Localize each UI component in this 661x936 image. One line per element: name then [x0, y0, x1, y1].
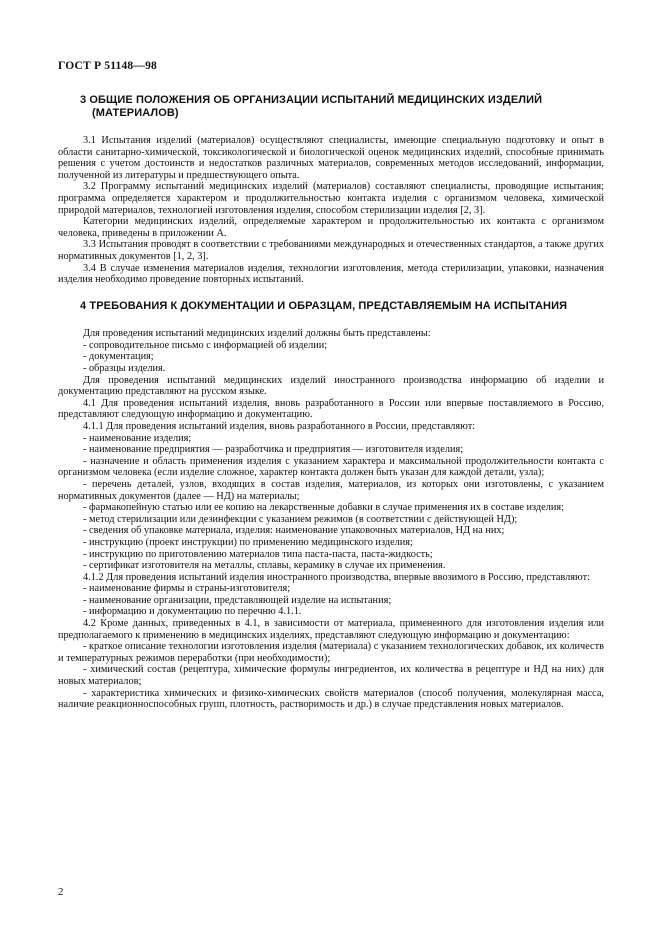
- paragraph-4-foreign: Для проведения испытаний медицинских изделий иностранного производства информацию об изделии и документацию представляют на русском языке.: [58, 374, 604, 398]
- section-3-heading: 3 ОБЩИЕ ПОЛОЖЕНИЯ ОБ ОРГАНИЗАЦИИ ИСПЫТАНИЙ МЕДИЦИНСКИХ ИЗДЕЛИЙ (МАТЕРИАЛОВ): [80, 94, 543, 119]
- list-item: - сведения об упаковке материала, изделия: наименование упаковочных материалов, НД на них;: [83, 525, 505, 537]
- list-item: - наименование изделия;: [83, 432, 192, 444]
- paragraph-4-1-2: 4.1.2 Для проведения испытаний изделия иностранного производства, впервые ввозимого в Россию, представляют:: [83, 571, 590, 583]
- list-item: - химический состав (рецептура, химические формулы ингредиентов, их количества в рецептуре и НД на них) для новых материалов;: [58, 664, 604, 688]
- paragraph-4-2: 4.2 Кроме данных, приведенных в 4.1, в зависимости от материала, примененного для изготовления изделия или предполагаемого к применению в медицинских изделиях, представляют следующую информацию и документацию:: [58, 618, 604, 641]
- list-item: - наименование предприятия — разработчика и предприятия — изготовителя изделия;: [83, 444, 464, 456]
- list-item: - метод стерилизации или дезинфекции с указанием режимов (в соответствии с действующей НД);: [83, 513, 518, 525]
- list-item: - сопроводительное письмо с информацией об изделии;: [83, 339, 328, 351]
- list-item: - характеристика химических и физико-химических свойств материалов (способ получения, молекулярная масса, наличие реакционноспособных групп, плотность, растворимость и др.) в случае представления новых материалов.: [58, 687, 604, 711]
- list-item: - образцы изделия.: [83, 363, 166, 374]
- paragraph-3-1: 3.1 Испытания изделий (материалов) осуществляют специалисты, имеющие специальную подготовку и опыт в области санитарно-химической, токсикологической и биологической оценок медицинских изделий, способные принимать решения с учетом достоинств и недостатков различных материалов, современных методов исследований, информации, полученной из литературы и предшествующего опыта.: [58, 135, 604, 181]
- list-item: - инструкцию по приготовлению материалов типа паста-паста, паста-жидкость;: [83, 548, 433, 560]
- list-item: - перечень деталей, узлов, входящих в состав изделия, материалов, из которых они изготовлены, с указанием нормативных документов (далее — НД) на материалы;: [58, 478, 604, 502]
- paragraph-3-2: 3.2 Программу испытаний медицинских изделий (материалов) составляют специалисты, проводящие испытания; программа определяется характером и продолжительностью контакта изделия с организмом человека, химической природой материалов, технологией изготовления изделия, способом стерилизации изделия [2, 3].: [58, 181, 604, 216]
- document-page: [58, 60, 604, 711]
- page-number: 2: [58, 886, 64, 898]
- paragraph-3-3: 3.3 Испытания проводят в соответствии с требованиями международных и отечественных стандартов, а также других нормативных документов [1, 2, 3].: [58, 239, 604, 262]
- list-item: - информацию и документацию по перечню 4.1.1.: [83, 606, 302, 618]
- list-item: - фармакопейную статью или ее копию на лекарственные добавки в случае применения их в составе изделия;: [83, 502, 564, 514]
- paragraph-4-1-1: 4.1.1 Для проведения испытаний изделия, вновь разработанного в России, представляют:: [83, 420, 476, 432]
- paragraph-3-4: 3.4 В случае изменения материалов изделия, технологии изготовления, метода стерилизации, упаковки, назначения изделия необходимо проведение повторных испытаний.: [58, 262, 604, 286]
- section-4: [58, 300, 604, 711]
- list-item: - инструкцию (проект инструкции) по применению медицинского изделия;: [83, 536, 413, 548]
- paragraph-4-intro: Для проведения испытаний медицинских изделий должны быть представлены:: [83, 328, 431, 340]
- list-item: - документация;: [83, 351, 154, 363]
- list-item: - наименование фирмы и страны-изготовителя;: [83, 583, 291, 595]
- paragraph-4-1: 4.1 Для проведения испытаний изделия, вновь разработанного в России или впервые поставляемого в Россию, представляют следующую информацию и документацию.: [58, 397, 604, 421]
- paragraph-3-2-categories: Категории медицинских изделий, определяемые характером и продолжительностью их контакта с организмом человека, приведены в приложении А.: [58, 216, 604, 239]
- list-item: - краткое описание технологии изготовления изделия (материала) с указанием технологических добавок, их количеств и температурных режимов переработки (при необходимости);: [58, 641, 604, 664]
- list-item: - сертификат изготовителя на металлы, сплавы, керамику в случае их применения.: [83, 560, 446, 572]
- list-item: - назначение и область применения изделия с указанием характера и максимальной продолжительности контакта с организмом человека (если изделие сложное, характер контакта должен быть указан для каждой детали, узла);: [58, 455, 604, 479]
- list-item: - наименование организации, представляющей изделие на испытания;: [83, 594, 392, 606]
- document-code: ГОСТ Р 51148—98: [58, 60, 157, 72]
- section-4-heading: 4 ТРЕБОВАНИЯ К ДОКУМЕНТАЦИИ И ОБРАЗЦАМ, ПРЕДСТАВЛЯЕМЫМ НА ИСПЫТАНИЯ: [80, 299, 568, 312]
- section-3: [58, 94, 604, 286]
